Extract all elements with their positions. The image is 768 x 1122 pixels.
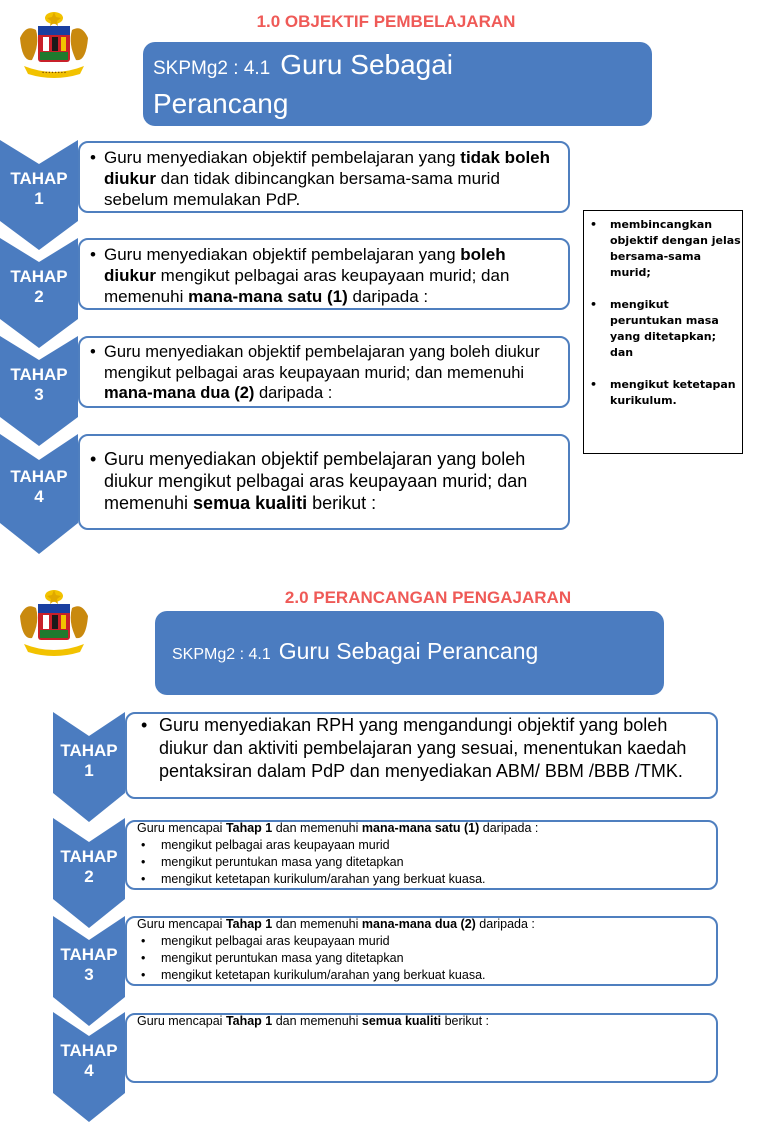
coat-of-arms-logo-2 (10, 586, 98, 662)
criteria-item: • mengikut ketetapan kurikulum/arahan yang berkuat kuasa. (137, 967, 710, 984)
tahap-chevron (0, 434, 78, 554)
tahap-chevron (53, 1012, 125, 1122)
tahap-description: • Guru menyediakan objektif pembelajaran yang tidak boleh diukur dan tidak dibincangkan bersama-sama murid sebelum memulakan PdP. (90, 148, 551, 209)
bullet-icon: • (90, 343, 96, 361)
bullet-icon: • (590, 378, 598, 391)
tahap-description-card (125, 820, 718, 890)
bullet-icon: • (141, 855, 146, 869)
tahap-description: • Guru menyediakan objektif pembelajaran yang boleh diukur mengikut pelbagai aras keupayaan murid; dan memenuhi mana-mana satu (1) daripada : (90, 245, 510, 306)
tahap-description-card (125, 916, 718, 986)
tahap-intro: Guru mencapai Tahap 1 dan memenuhi semua kualiti berikut : (137, 1014, 490, 1028)
tahap-intro: Guru mencapai Tahap 1 dan memenuhi mana-mana satu (1) daripada : (137, 821, 539, 835)
tahap-label: TAHAP (10, 169, 68, 188)
coat-of-arms-logo-1 (10, 8, 98, 84)
section-1-header (143, 42, 652, 126)
tahap-chevron (53, 916, 125, 1026)
bullet-icon: • (90, 449, 97, 469)
tahap-label: TAHAP (10, 467, 68, 486)
section-2-title: 2.0 PERANCANGAN PENGAJARAN (284, 588, 572, 607)
svg-text:∙∙∙∙∙∙∙∙: ∙∙∙∙∙∙∙∙ (41, 70, 67, 76)
tahap-number: 1 (84, 761, 94, 780)
tahap-label: TAHAP (10, 267, 68, 286)
criteria-item: • mengikut peruntukan masa yang ditetapkan (137, 854, 710, 871)
header-title-line2: Perancang (153, 88, 289, 119)
tahap-chevron (0, 336, 78, 446)
criteria-item: • mengikut peruntukan masa yang ditetapkan; dan (584, 297, 742, 361)
tahap-label: TAHAP (60, 945, 118, 964)
tahap-number: 2 (34, 287, 44, 306)
criteria-item: • mengikut pelbagai aras keupayaan murid (137, 933, 710, 950)
tahap-number: 3 (84, 965, 94, 984)
bullet-icon: • (90, 148, 96, 167)
tahap-intro: Guru mencapai Tahap 1 dan memenuhi mana-mana dua (2) daripada : (137, 917, 535, 931)
bullet-icon: • (590, 298, 598, 311)
tahap-number: 1 (34, 189, 44, 208)
bullet-icon: • (141, 872, 146, 886)
tahap-chevron (53, 818, 125, 928)
tahap-description-card (78, 434, 570, 530)
criteria-item: • membincangkan objektif dengan jelas bersama-sama murid; (584, 217, 742, 281)
tahap-description: • Guru menyediakan RPH yang mengandungi objektif yang boleh diukur dan aktiviti pembelajaran yang sesuai, menentukan kaedah pentaksiran dalam PdP dan menyediakan ABM/ BBM /BBB /TMK. (141, 715, 687, 781)
bullet-icon: • (141, 968, 146, 982)
header-code: SKPMg2 : 4.1 (153, 58, 271, 79)
bullet-icon: • (141, 715, 148, 735)
criteria-item: • mengikut peruntukan masa yang ditetapkan (137, 950, 710, 967)
tahap-description-card (78, 238, 570, 310)
bullet-icon: • (141, 934, 146, 948)
tahap-description: • Guru menyediakan objektif pembelajaran yang boleh diukur mengikut pelbagai aras keupayaan murid; dan memenuhi mana-mana dua (2) daripada : (90, 343, 540, 402)
tahap-description-card (78, 336, 570, 408)
tahap-number: 4 (84, 1061, 94, 1080)
tahap-description-card (78, 141, 570, 213)
section-1-title: 1.0 OBJEKTIF PEMBELAJARAN (256, 12, 516, 31)
tahap-label: TAHAP (60, 847, 118, 866)
header-code: SKPMg2 : 4.1 (172, 646, 271, 663)
bullet-icon: • (141, 838, 146, 852)
tahap-chevron (0, 238, 78, 348)
criteria-item: • mengikut pelbagai aras keupayaan murid (137, 837, 710, 854)
tahap-description: • Guru menyediakan objektif pembelajaran yang boleh diukur mengikut pelbagai aras keupayaan murid; dan memenuhi semua kualiti berikut : (90, 449, 528, 513)
tahap-label: TAHAP (60, 1041, 118, 1060)
tahap-number: 2 (84, 867, 94, 886)
criteria-box (583, 210, 743, 454)
criteria-item: • mengikut ketetapan kurikulum/arahan yang berkuat kuasa. (137, 871, 710, 888)
tahap-chevron (0, 140, 78, 250)
section-2-header (155, 611, 664, 695)
tahap-number: 4 (34, 487, 44, 506)
bullet-icon: • (590, 218, 598, 231)
criteria-item: • mengikut ketetapan kurikulum. (584, 377, 742, 409)
tahap-number: 3 (34, 385, 44, 404)
bullet-icon: • (90, 245, 96, 264)
header-title: Guru Sebagai Perancang (278, 638, 539, 664)
header-title: Guru Sebagai (280, 49, 454, 80)
tahap-label: TAHAP (60, 741, 118, 760)
tahap-description-card (125, 712, 718, 799)
tahap-label: TAHAP (10, 365, 68, 384)
bullet-icon: • (141, 951, 146, 965)
tahap-chevron (53, 712, 125, 822)
